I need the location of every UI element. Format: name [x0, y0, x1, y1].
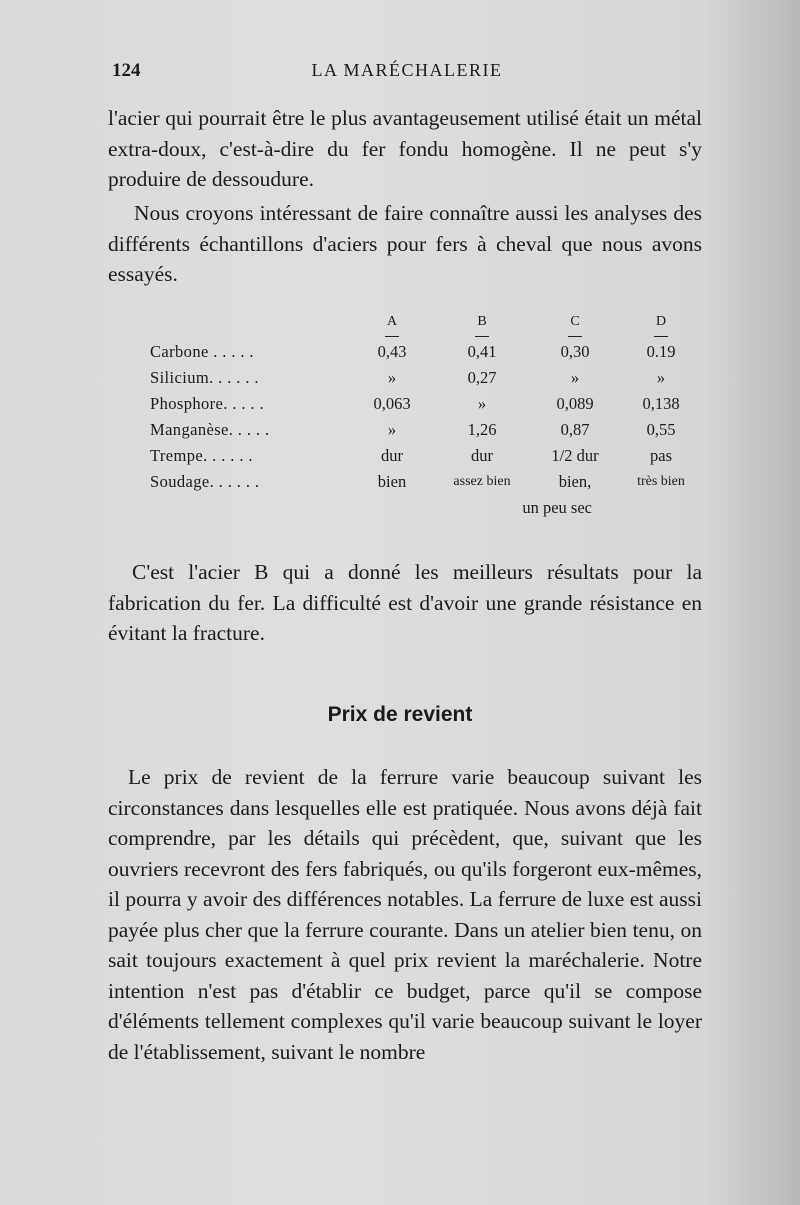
table-cell: bien,	[558, 472, 592, 491]
table-cell: 0,55	[646, 420, 676, 439]
steel-analysis-table	[150, 311, 706, 521]
page-number: 124	[112, 60, 141, 81]
table-cell: dur	[381, 446, 403, 465]
table-cell: »	[656, 368, 666, 387]
column-header-d: D	[616, 311, 706, 339]
row-label: Carbone . . . . .	[150, 342, 254, 361]
paragraph-cost: Le prix de revient de la ferrure varie beaucoup suivant les circonstances dans lesquelles elle est pratiquée. Nous avons déjà fait comprendre, par les détails qui précèdent, que, suivant que les ouvriers recevront des fers fabriqués, ou qu'ils forgeront eux-mêmes, il pourra y avoir des différences notables. La ferrure de luxe est aussi payée plus cher que la ferrure courante. Dans un atelier bien tenu, on sait toujours exactement à quel prix revient la maréchalerie. Notre intention n'est pas d'établir ce budget, parce qu'il se compose d'éléments tellement complexes qu'il varie beaucoup suivant le loyer de l'établissement, suivant le nombre	[108, 765, 702, 1064]
table-cell: assez bien	[453, 474, 511, 489]
paragraph-result: C'est l'acier B qui a donné les meilleurs résultats pour la fabrication du fer. La difficulté est d'avoir une grande résistance en évitant la fracture.	[108, 560, 702, 645]
column-header-c: C	[534, 311, 616, 339]
table-cell: pas	[650, 446, 672, 465]
row-label: Trempe. . . . . .	[150, 446, 253, 465]
table-row	[150, 417, 706, 443]
row-label: Phosphore. . . . .	[150, 394, 265, 413]
table-cell: 0,27	[467, 368, 497, 387]
table-cell: »	[387, 368, 397, 387]
table-note-row	[150, 495, 706, 521]
table-row	[150, 365, 706, 391]
table-cell: 0,30	[560, 342, 590, 361]
table-row	[150, 339, 706, 365]
table-cell: 0,41	[467, 342, 497, 361]
page-header	[112, 60, 702, 88]
row-label: Manganèse. . . . .	[150, 420, 270, 439]
table-cell: dur	[471, 446, 493, 465]
table-cell: très bien	[637, 474, 685, 489]
column-header-b: B	[430, 311, 534, 339]
paragraph-analyses: Nous croyons intéressant de faire connaître aussi les analyses des différents échantillons d'aciers pour fers à cheval que nous avons essayés.	[108, 201, 702, 286]
table-cell: 0,089	[556, 394, 594, 413]
running-title: LA MARÉCHALERIE	[311, 60, 503, 80]
table-header-row	[150, 311, 706, 339]
table-cell: 0,138	[642, 394, 680, 413]
table-cell: »	[477, 394, 487, 413]
table-header-blank	[150, 311, 354, 339]
table-cell: bien	[377, 472, 407, 491]
table-cell: 0.19	[646, 342, 676, 361]
table-cell: »	[387, 420, 397, 439]
table-cell: »	[570, 368, 580, 387]
table-cell: 1,26	[467, 420, 497, 439]
row-label: Silicium. . . . . .	[150, 368, 259, 387]
paragraph-intro: l'acier qui pourrait être le plus avantageusement utilisé était un métal extra-doux, c'est-à-dire du fer fondu homogène. Il ne peut s'y produire de dessoudure.	[108, 106, 702, 191]
column-header-a: A	[354, 311, 430, 339]
table-row	[150, 443, 706, 469]
row-label: Soudage. . . . . .	[150, 472, 260, 491]
table-cell: 0,43	[377, 342, 407, 361]
table-note: un peu sec	[522, 498, 592, 517]
table-cell: 0,87	[560, 420, 590, 439]
table-cell: 1/2 dur	[551, 446, 599, 465]
table-row	[150, 469, 706, 495]
table-cell: 0,063	[373, 394, 411, 413]
table-row	[150, 391, 706, 417]
section-heading: Prix de revient	[327, 703, 473, 726]
